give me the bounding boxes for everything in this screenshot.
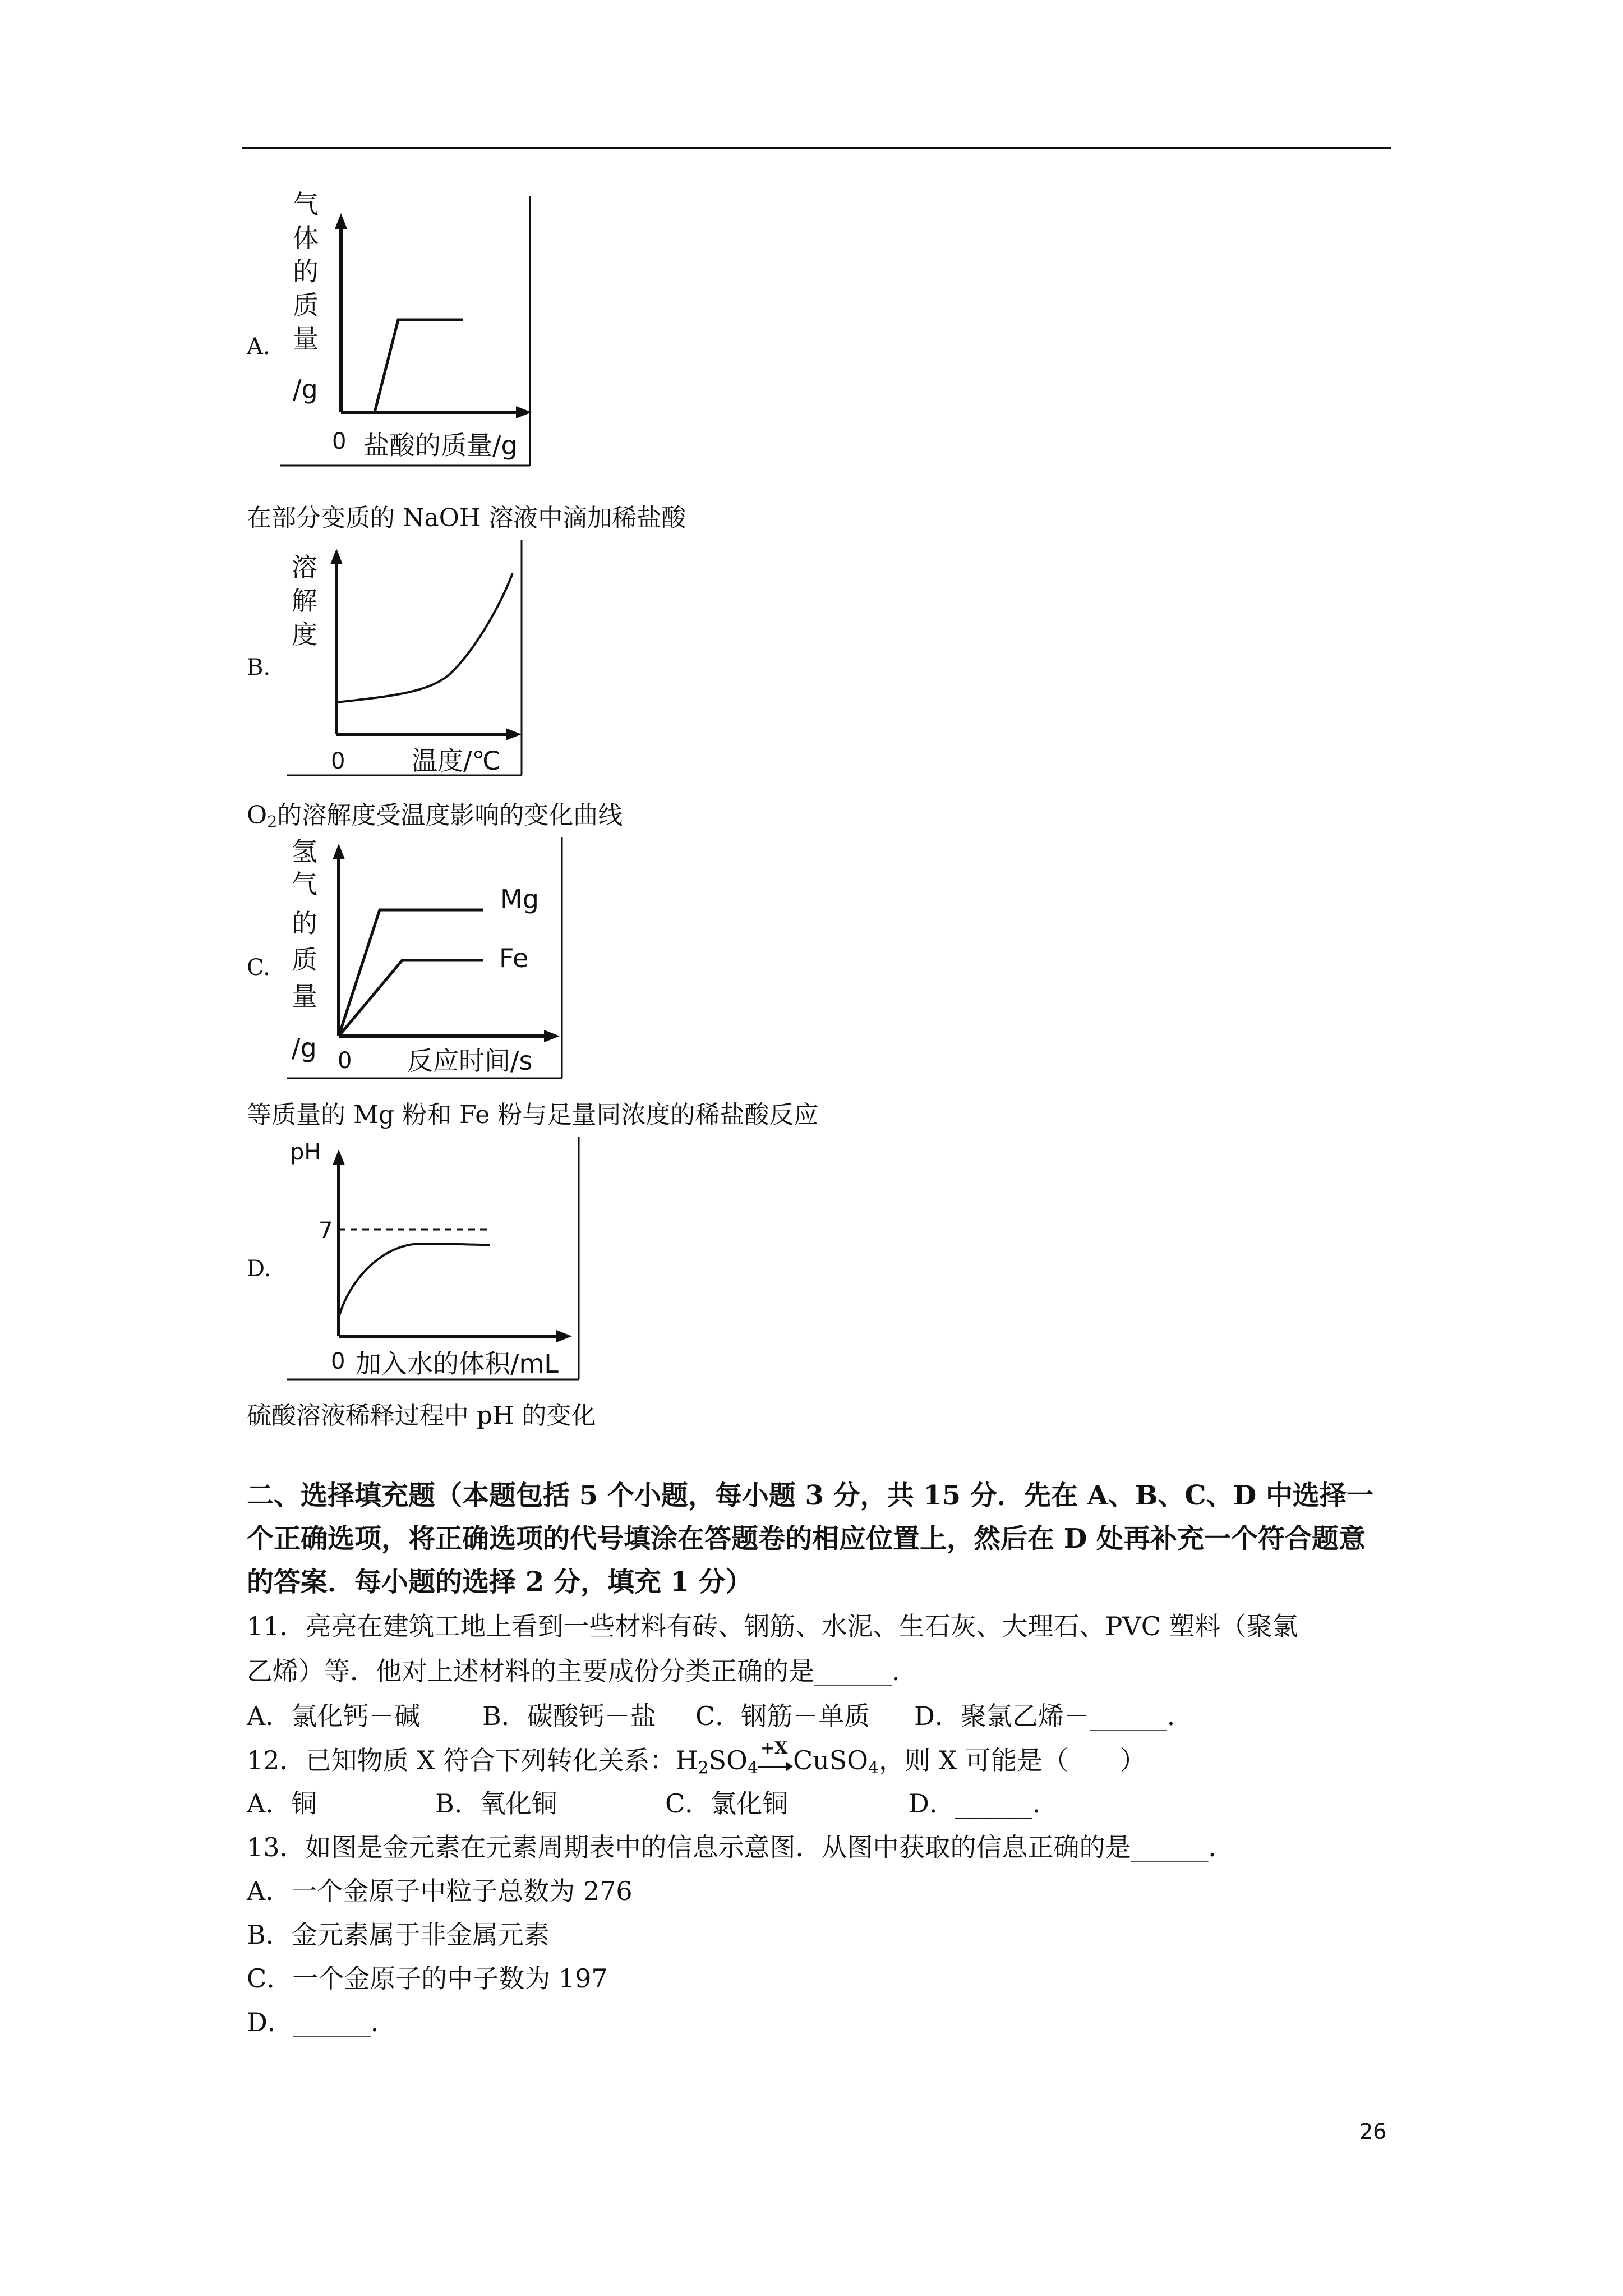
y-label-char: /g xyxy=(292,1033,317,1063)
q12-option-b: B．氧化铜 xyxy=(435,1788,557,1819)
q11-line-2: 乙烯）等．他对上述材料的主要成份分类正确的是______． xyxy=(247,1656,917,1686)
x-axis-label: 反应时间/s xyxy=(407,1046,533,1076)
y-label-char: 质 xyxy=(292,945,317,975)
y-label-char: 气 xyxy=(293,189,319,219)
q12-stem xyxy=(247,1738,1146,1778)
q11-option-c: C．钢筋－单质 xyxy=(695,1701,870,1731)
reaction-arrow-icon xyxy=(758,1738,793,1773)
x-axis-arrow-icon xyxy=(506,728,522,740)
option-label-a: A. xyxy=(247,334,270,360)
y-label-char: 气 xyxy=(292,869,317,899)
caption-b-formula: O xyxy=(247,801,268,830)
x-axis-arrow-icon xyxy=(544,1030,560,1042)
caption-b-text: 的溶解度受温度影响的变化曲线 xyxy=(277,801,623,830)
option-label-b: B. xyxy=(247,655,271,680)
chart-b xyxy=(287,540,528,781)
x-axis-arrow-icon xyxy=(556,1330,572,1342)
header-rule xyxy=(242,147,1391,149)
q11-line-1: 11．亮亮在建筑工地上看到一些材料有砖、钢筋、水泥、生石灰、大理石、PVC 塑料（聚氯 xyxy=(247,1611,1298,1641)
y-label-char: 体 xyxy=(293,223,319,253)
y-axis-arrow-icon xyxy=(333,1149,345,1165)
y-label-char: 溶 xyxy=(292,552,317,582)
series-label-mg: Mg xyxy=(500,884,539,914)
q12-options xyxy=(247,1788,1058,1819)
caption-c: 等质量的 Mg 粉和 Fe 粉与足量同浓度的稀盐酸反应 xyxy=(247,1101,819,1129)
chart-a xyxy=(280,191,544,471)
option-label-c: C. xyxy=(247,955,270,981)
y-axis-label xyxy=(293,189,319,404)
q12-suffix: ，则 X 可能是（ ） xyxy=(879,1745,1146,1775)
q11-options xyxy=(247,1703,1193,1729)
q11-option-d: D．聚氯乙烯－______． xyxy=(914,1701,1193,1731)
q12-so: SO xyxy=(708,1745,748,1775)
q13-option-b: B．金元素属于非金属元素 xyxy=(247,1920,550,1950)
caption-b xyxy=(247,801,623,832)
series-label-fe: Fe xyxy=(499,943,529,973)
origin-label: 0 xyxy=(338,1048,352,1074)
caption-b-formula-sub: 2 xyxy=(267,812,278,832)
origin-label: 0 xyxy=(332,429,347,454)
q13-option-d: D．______． xyxy=(247,2007,396,2037)
page-number: 26 xyxy=(1359,2119,1387,2144)
reaction-arrow-label: +X xyxy=(760,1738,788,1758)
q12-cuso4-sub: 4 xyxy=(868,1758,879,1778)
q13-stem: 13．如图是金元素在元素周期表中的信息示意图．从图中获取的信息正确的是______． xyxy=(247,1832,1234,1862)
section-title: 二、选择填充题（本题包括 5 个小题，每小题 3 分，共 15 分．先在 A、B、C、D 中选择一个正确选项，将正确选项的代号填涂在答题卷的相应位置上，然后在 D 处再补充一个符合题意的答案．每小题的选择 2 分，填充 1 分） xyxy=(247,1480,1373,1598)
y-label-char: 的 xyxy=(293,256,319,287)
q13-option-a: A．一个金原子中粒子总数为 276 xyxy=(247,1876,633,1906)
y-axis-label xyxy=(292,836,317,1063)
caption-a: 在部分变质的 NaOH 溶液中滴加稀盐酸 xyxy=(247,504,686,532)
q11-option-b: B．碳酸钙－盐 xyxy=(482,1701,656,1731)
q12-prefix: 12．已知物质 X 符合下列转化关系：H xyxy=(247,1745,698,1775)
series-line xyxy=(375,320,463,412)
chart-d xyxy=(287,1137,584,1384)
q12-option-a: A．铜 xyxy=(247,1788,317,1819)
q12-cuso: CuSO xyxy=(792,1745,868,1775)
y-label-char: 量 xyxy=(293,324,319,354)
ph-curve xyxy=(339,1244,490,1318)
option-label-d: D. xyxy=(247,1256,271,1282)
q12-option-d: D．______． xyxy=(909,1788,1058,1819)
y-axis-arrow-icon xyxy=(330,549,343,564)
x-axis-label: 温度/℃ xyxy=(412,746,501,776)
y-label-char: 质 xyxy=(293,290,319,320)
y-axis-arrow-icon xyxy=(335,213,347,229)
origin-label: 0 xyxy=(331,1349,345,1374)
y-label-char: 解 xyxy=(292,586,317,616)
chart-c xyxy=(287,837,568,1084)
q12-option-c: C．氯化铜 xyxy=(665,1788,789,1819)
caption-d: 硫酸溶液稀释过程中 pH 的变化 xyxy=(247,1401,596,1430)
y-axis-arrow-icon xyxy=(333,844,345,859)
y-label-char: 的 xyxy=(292,908,317,938)
x-axis-label: 加入水的体积/mL xyxy=(356,1349,559,1379)
y-axis-label xyxy=(292,552,317,650)
q11-option-a: A．氯化钙－碱 xyxy=(247,1701,421,1731)
q12-so4-sub: 4 xyxy=(747,1758,758,1778)
solubility-curve xyxy=(336,573,513,702)
origin-label: 0 xyxy=(331,748,345,774)
y-axis-label: pH xyxy=(290,1139,321,1165)
y-label-char: /g xyxy=(293,374,318,404)
y-label-char: 量 xyxy=(292,981,317,1011)
ref-tick-label: 7 xyxy=(319,1218,333,1244)
q12-h-sub: 2 xyxy=(698,1758,709,1778)
x-axis-label: 盐酸的质量/g xyxy=(363,430,518,461)
q13-option-c: C．一个金原子的中子数为 197 xyxy=(247,1963,608,1994)
y-label-char: 氢 xyxy=(292,836,317,867)
series-line-mg xyxy=(339,910,483,1036)
y-label-char: 度 xyxy=(292,619,317,650)
